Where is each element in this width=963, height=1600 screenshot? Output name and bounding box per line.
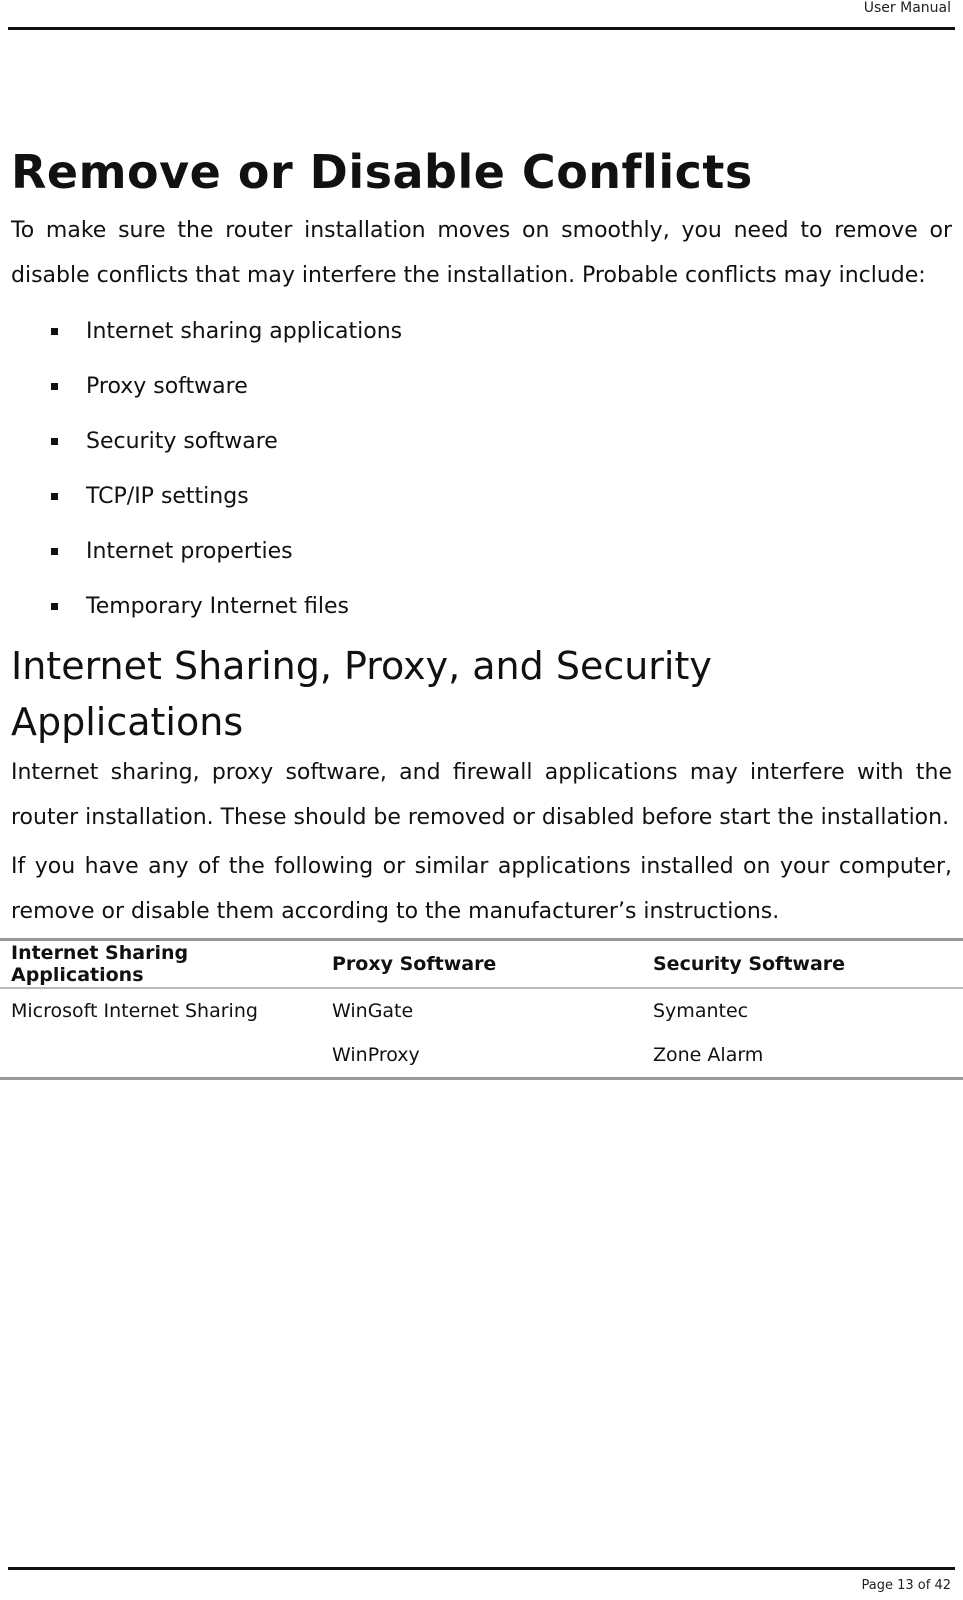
- column-header-sharing: Internet Sharing Applications: [11, 942, 189, 986]
- applications-paragraph-1: Internet sharing, proxy software, and firewall applications may interfere with the router installation. These should be removed or disabled before start the installation.: [11, 760, 952, 830]
- square-bullet-icon: [51, 493, 58, 500]
- column-header-security: Security Software: [653, 953, 846, 975]
- list-item: TCP/IP settings: [11, 469, 952, 524]
- intro-paragraph: To make sure the router installation moves on smoothly, you need to remove or disable conflicts that may interfere the installation. Probable conflicts may include:: [11, 218, 952, 288]
- square-bullet-icon: [51, 383, 58, 390]
- conflicts-list: [11, 304, 952, 634]
- table-row: [0, 988, 963, 1033]
- list-item: Internet sharing applications: [11, 304, 952, 359]
- table-cell: [0, 1033, 321, 1079]
- list-item: Internet properties: [11, 524, 952, 579]
- list-item: Proxy software: [11, 359, 952, 414]
- table-cell: WinGate: [332, 1000, 414, 1022]
- square-bullet-icon: [51, 328, 58, 335]
- applications-paragraph-2: If you have any of the following or similar applications installed on your computer, remove or disable them according to the manufacturer’s instructions.: [11, 854, 952, 924]
- list-item: Temporary Internet files: [11, 579, 952, 634]
- table-cell: Microsoft Internet Sharing: [11, 1000, 258, 1022]
- header-title: User Manual: [863, 0, 951, 16]
- column-header-proxy: Proxy Software: [332, 953, 497, 975]
- footer-rule: [8, 1567, 955, 1570]
- section-heading-applications: Internet Sharing, Proxy, and Security Applications: [11, 644, 712, 744]
- table-cell: Zone Alarm: [653, 1044, 764, 1066]
- table-header-row: [0, 940, 963, 989]
- header-rule: [8, 27, 955, 30]
- square-bullet-icon: [51, 603, 58, 610]
- page-content: [11, 140, 952, 934]
- table-cell: Symantec: [653, 1000, 749, 1022]
- table-row: [0, 1033, 963, 1079]
- applications-table: [0, 938, 963, 1080]
- list-item: Security software: [11, 414, 952, 469]
- table-cell: WinProxy: [332, 1044, 420, 1066]
- page-number: Page 13 of 42: [861, 1578, 951, 1593]
- square-bullet-icon: [51, 438, 58, 445]
- section-heading-conflicts: Remove or Disable Conflicts: [11, 145, 753, 199]
- square-bullet-icon: [51, 548, 58, 555]
